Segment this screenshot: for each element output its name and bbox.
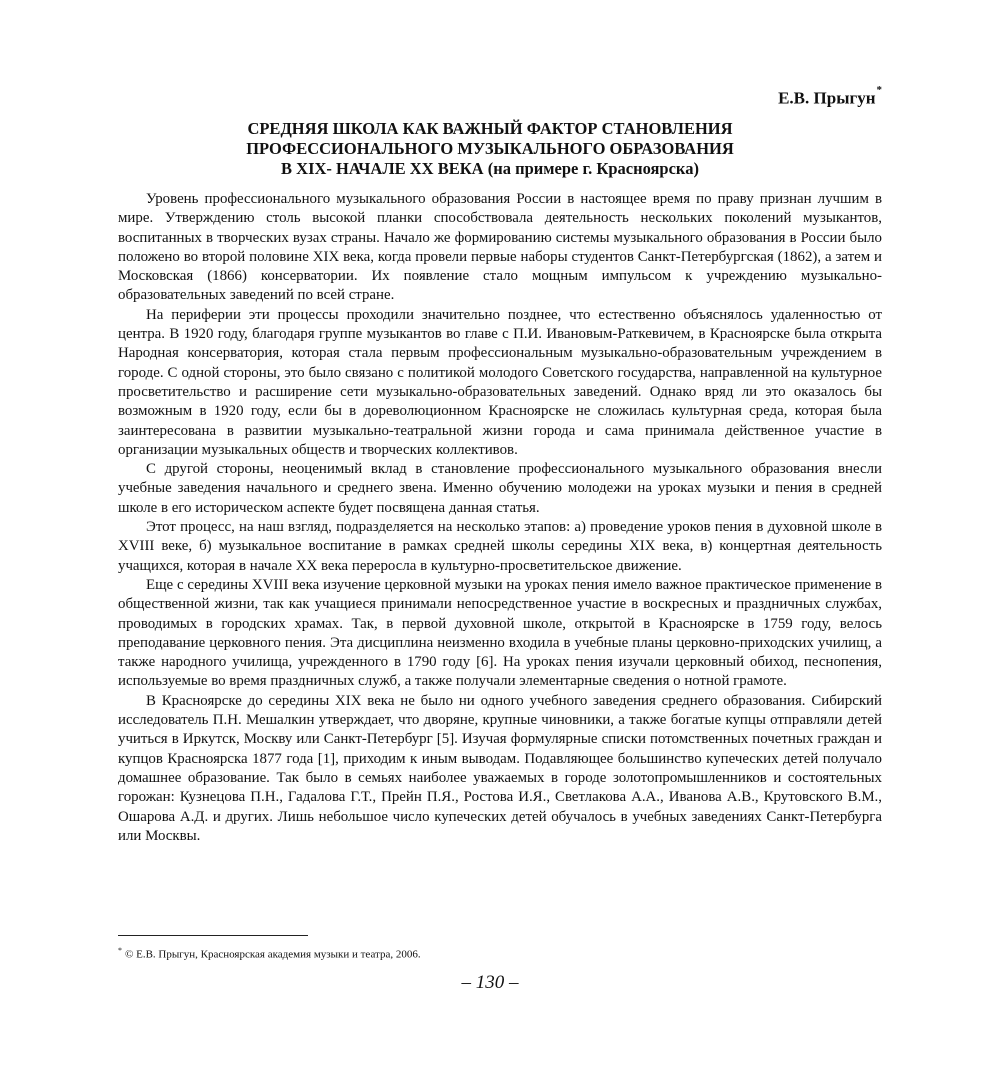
paragraph-6: В Красноярске до середины XIX века не было ни одного учебного заведения среднего образования. Сибирский исследователь П.Н. Мешалкин утверждает, что дворяне, крупные чиновники, а также богатые купцы отправляли детей учиться в Иркутск, Москву или Санкт-Петербург [5]. Изучая формулярные списки потомственных почетных граждан и купцов Красноярска 1877 года [1], приходим к иным выводам. Подавляющее большинство купеческих детей получало домашнее образование. Так было в семьях наиболее уважаемых в городе золотопромышленников и состоятельных горожан: Кузнецова П.Н., Гадалова Г.Т., Прейн П.Я., Ростова И.Я., Светлакова А.А., Иванова А.В., Крутовского В.М., Ошарова А.Д. и других. Лишь небольшое число купеческих детей обучалось в учебных заведениях Санкт-Петербурга или Москвы.: [118, 692, 882, 844]
article-title: [118, 119, 862, 179]
paragraph-5: Еще с середины XVIII века изучение церковной музыки на уроках пения имело важное практическое применение в общественной жизни, так как учащиеся принимали непосредственное участие в воскресных и праздничных службах, проводимых в городских храмах. Так, в первой духовной школе, открытой в Красноярске в 1759 году, велось преподавание церковного пения. Эта дисциплина неизменно входила в учебные планы церковно-приходских училищ, а также народного училища, учрежденного в 1790 году [6]. На уроках пения изучали церковный обиход, песнопения, используемые во время праздничных служб, а также получали элементарные сведения о нотной грамоте.: [118, 576, 882, 690]
paragraph-2: На периферии эти процессы проходили значительно позднее, что естественно объяснялось удаленностью от центра. В 1920 году, благодаря группе музыкантов во главе с П.И. Ивановым-Раткевичем, в Красноярске была открыта Народная консерватория, которая стала первым профессиональным музыкально-образовательным учреждением в городе. С одной стороны, это было связано с политикой молодого Советского государства, направленной на культурное просветительство и расширение сети музыкально-образовательных заведений. Однако вряд ли это оказалось бы возможным в 1920 году, если бы в дореволюционном Красноярске не сложилась культурная среда, которая была заинтересована в развитии музыкально-театральной жизни города и сама принимала действенное участие в организации музыкальных обществ и творческих коллективов.: [118, 306, 882, 458]
title-line-2: ПРОФЕССИОНАЛЬНОГО МУЗЫКАЛЬНОГО ОБРАЗОВАНИЯ: [246, 139, 734, 158]
author-name: [778, 84, 882, 109]
footnote-divider: [118, 935, 308, 936]
footnote: [118, 946, 421, 961]
article-body: [118, 190, 882, 846]
author-name-text: Е.В. Прыгун: [778, 88, 876, 108]
footnote-mark: *: [118, 946, 122, 955]
title-line-1: СРЕДНЯЯ ШКОЛА КАК ВАЖНЫЙ ФАКТОР СТАНОВЛЕНИЯ: [247, 119, 733, 138]
footnote-text: © Е.В. Прыгун, Красноярская академия музыки и театра, 2006.: [125, 948, 421, 961]
paragraph-4: Этот процесс, на наш взгляд, подразделяется на несколько этапов: а) проведение уроков пения в духовной школе в XVIII веке, б) музыкальное воспитание в рамках средней школы середины XIX века, в) концертная деятельность учащихся, которая в начале XX века переросла в культурно-просветительское движение.: [118, 519, 882, 574]
page-number: – 130 –: [461, 972, 519, 993]
author-footnote-mark[interactable]: *: [876, 84, 882, 96]
paragraph-3: С другой стороны, неоценимый вклад в становление профессионального музыкального образования внесли учебные заведения начального и среднего звена. Именно обучению молодежи на уроках музыки и пения в средней школе в его историческом аспекте будет посвящена данная статья.: [118, 461, 882, 516]
paragraph-1: Уровень профессионального музыкального образования России в настоящее время по праву признан лучшим в мире. Утверждению столь высокой планки способствовала деятельность нескольких поколений музыкантов, воспитанных в творческих вузах страны. Начало же формированию системы музыкального образования в России было положено во второй половине XIX века, когда провели первые наборы студентов Санкт-Петербургская (1862), а затем и Московская (1866) консерватории. Их появление стало мощным импульсом к учреждению музыкально-образовательных заведений по всей стране.: [118, 191, 882, 304]
title-line-3: В XIX- НАЧАЛЕ XX ВЕКА (на примере г. Красноярска): [281, 159, 699, 178]
